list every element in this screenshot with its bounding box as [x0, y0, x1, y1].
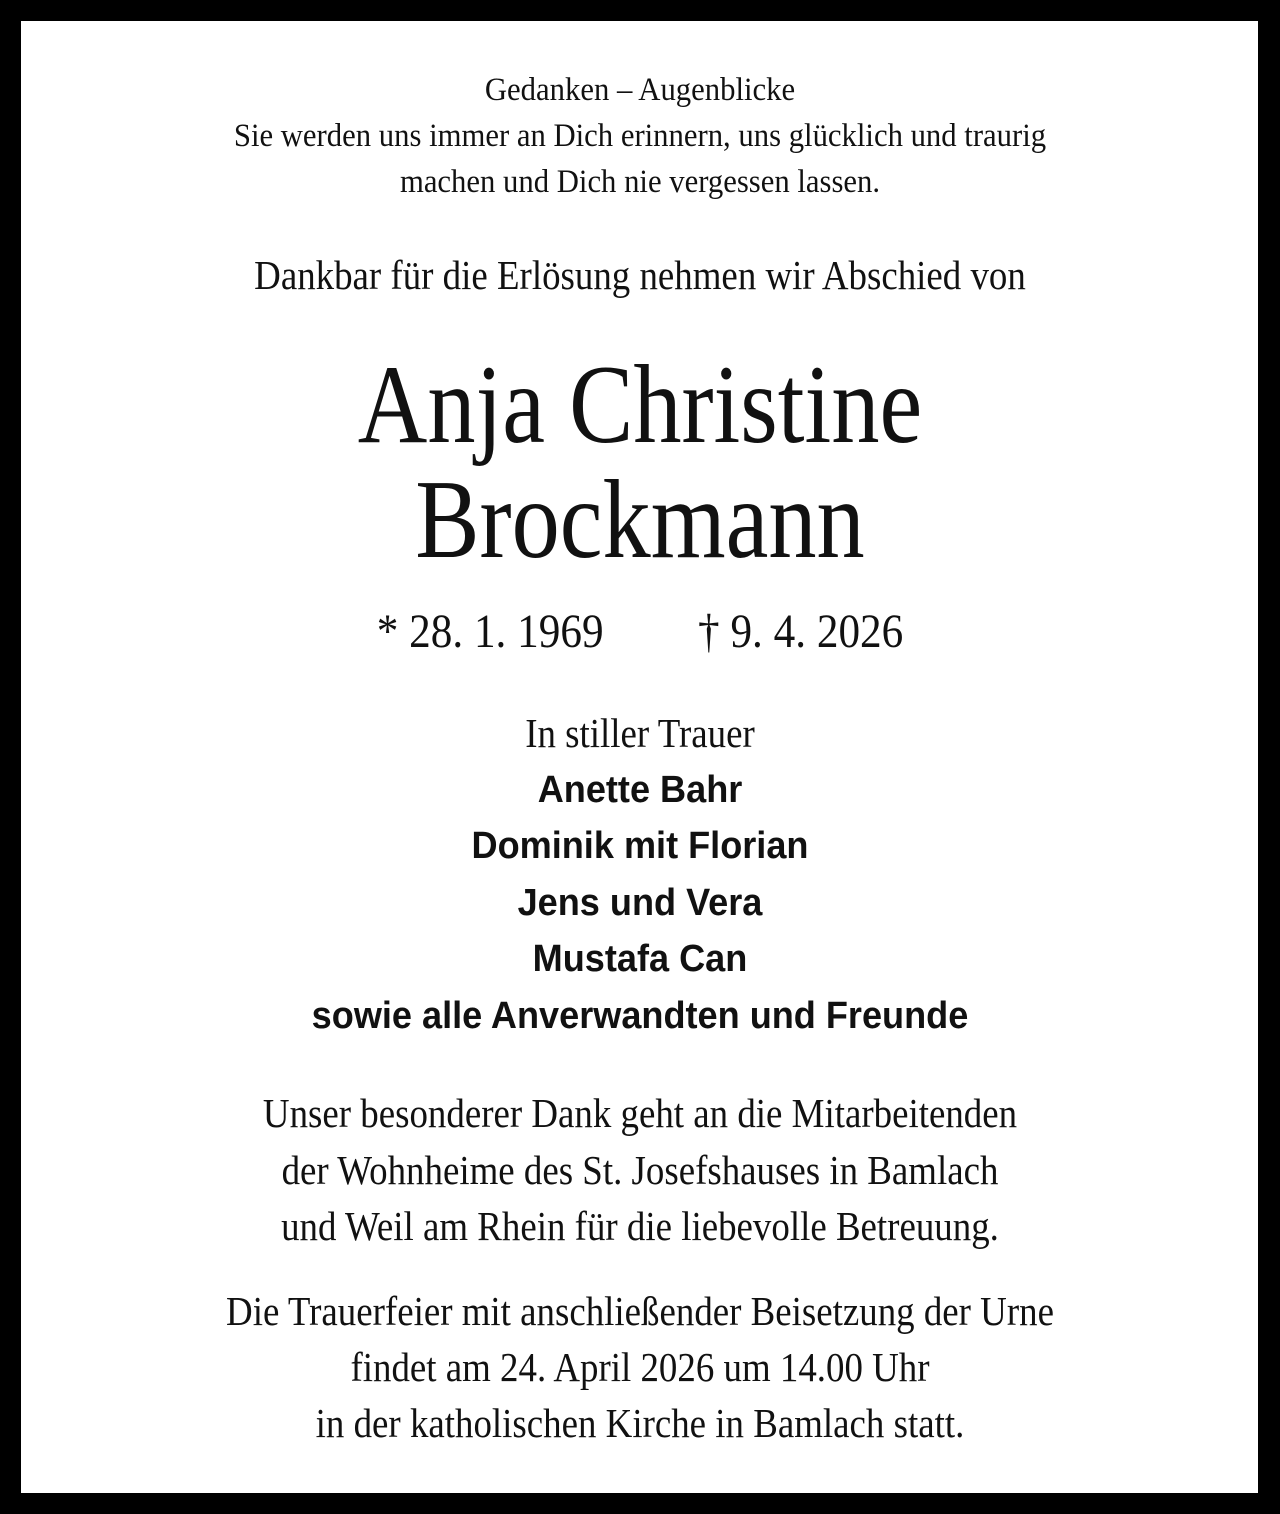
mourner-name: Anette Bahr — [537, 769, 743, 811]
thanks-line: Unser besonderer Dank geht an die Mitarbeitenden — [262, 1090, 1018, 1136]
ceremony-line: in der katholischen Kirche in Bamlach statt. — [315, 1400, 965, 1446]
thanks-line: der Wohnheime des St. Josefshauses in Bamlach — [281, 1147, 999, 1193]
intro-text: Dankbar für die Erlösung nehmen wir Abschied von — [254, 252, 1026, 298]
motto-line: machen und Dich nie vergessen lassen. — [399, 164, 881, 200]
life-dates — [64, 602, 1216, 662]
motto-line: Sie werden uns immer an Dich erinnern, uns glücklich und traurig — [233, 118, 1047, 154]
ceremony-line: Die Trauerfeier mit anschließender Beisetzung der Urne — [226, 1288, 1054, 1334]
deceased-first-name: Anja Christine — [357, 343, 923, 467]
thanks-line: und Weil am Rhein für die liebevolle Betreuung. — [281, 1203, 999, 1249]
death-date: † 9. 4. 2026 — [698, 605, 904, 658]
mourner-name: Dominik mit Florian — [471, 825, 809, 867]
mourner-name: Jens und Vera — [517, 882, 763, 924]
deceased-last-name: Brockmann — [415, 458, 865, 582]
mourner-name: Mustafa Can — [532, 938, 748, 980]
birth-date: * 28. 1. 1969 — [376, 605, 604, 658]
mourner-name: sowie alle Anverwandten und Freunde — [311, 995, 969, 1037]
ceremony-line: findet am 24. April 2026 um 14.00 Uhr — [350, 1344, 930, 1390]
motto-title: Gedanken – Augenblicke — [484, 72, 796, 108]
mourners-heading: In stiller Trauer — [525, 710, 755, 756]
